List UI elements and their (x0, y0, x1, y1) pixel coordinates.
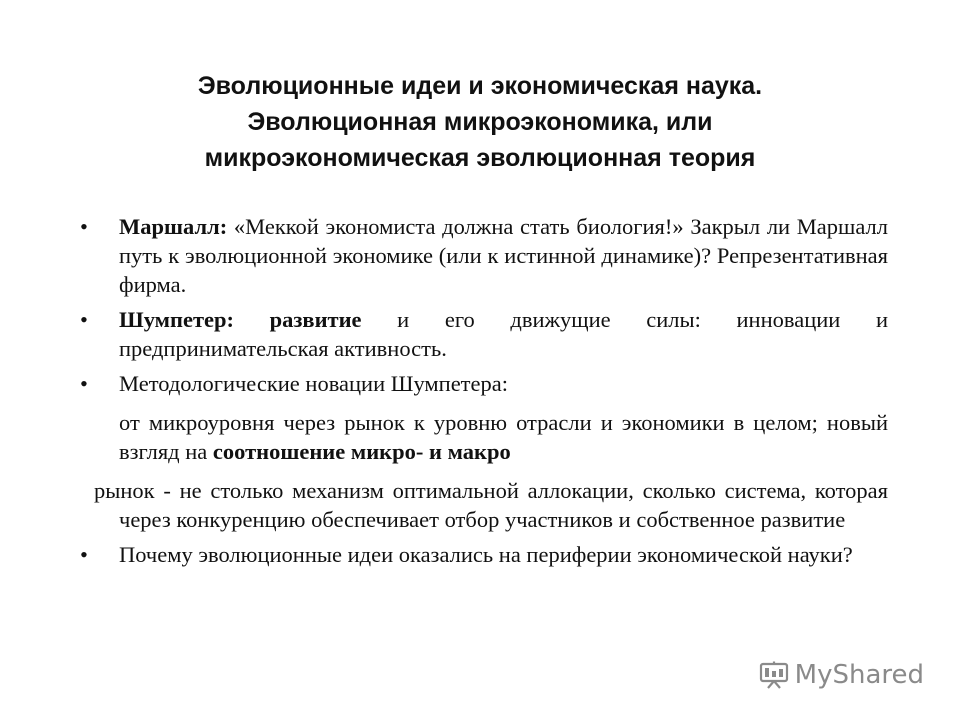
bullet-dot: • (80, 371, 88, 396)
title-line-3: микроэкономическая эволюционная теория (204, 144, 756, 172)
methods-paragraph-2-text: рынок - не столько механизм оптимальной аллокации, сколько система, которая через конкуренцию обеспечивает отбор участников и собственное развитие (94, 478, 888, 532)
bullet-periphery-text: Почему эволюционные идеи оказались на периферии экономической науки? (119, 542, 853, 567)
bullet-methods-text: Методологические новации Шумпетера: (119, 371, 508, 396)
title-line-2: Эволюционная микроэкономика, или (247, 108, 713, 136)
bullet-marshall (80, 212, 888, 299)
bullet-methods (80, 369, 888, 398)
bullet-marshall-text: «Меккой экономиста должна стать биология!» Закрыл ли Маршалл путь к эволюционной экономике (или к истинной динамике)? Репрезентативная фирма. (119, 214, 888, 297)
bullet-dot: • (80, 307, 88, 332)
title-line-1: Эволюционные идеи и экономическая наука. (197, 72, 763, 100)
bullet-periphery (80, 540, 888, 569)
bullet-dot: • (80, 214, 88, 239)
slide-body (0, 212, 960, 569)
bullet-schumpeter-name: Шумпетер: (119, 307, 234, 332)
bullet-dot: • (80, 542, 88, 567)
watermark-text: MyShared (794, 660, 924, 690)
methods-paragraph-1-bold: соотношение микро- и макро (212, 439, 511, 464)
watermark-logo (759, 660, 924, 690)
bullet-schumpeter-text: и его движущие силы: инновации и предпринимательская активность. (119, 307, 888, 361)
slide-title (80, 68, 880, 176)
presentation-board-icon (759, 661, 789, 689)
bullet-schumpeter-keyword: развитие (233, 307, 362, 332)
bullet-marshall-name: Маршалл: (119, 214, 228, 239)
bullet-schumpeter (80, 305, 888, 363)
methods-paragraph-2 (94, 476, 888, 534)
methods-paragraph-1 (119, 408, 888, 466)
methods-paragraph-1-text: от микроуровня через рынок к уровню отрасли и экономики в целом; новый взгляд на (119, 410, 888, 464)
